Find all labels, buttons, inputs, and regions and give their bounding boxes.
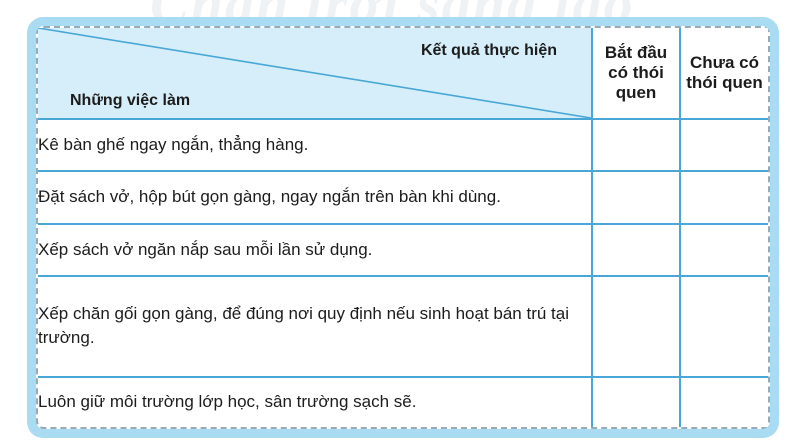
- not-yet-checkbox-cell[interactable]: [680, 377, 768, 427]
- not-yet-checkbox-cell[interactable]: [680, 276, 768, 377]
- table-row: [38, 276, 768, 377]
- table-row: [38, 224, 768, 276]
- not-yet-checkbox-cell[interactable]: [680, 224, 768, 276]
- habit-item: Xếp sách vở ngăn nắp sau mỗi lần sử dụng.: [38, 224, 592, 276]
- table-header-row: [38, 28, 768, 119]
- habit-item: Luôn giữ môi trường lớp học, sân trường sạch sẽ.: [38, 377, 592, 427]
- started-checkbox-cell[interactable]: [592, 119, 680, 171]
- table-row: [38, 377, 768, 427]
- table-frame: [27, 17, 779, 438]
- table-row: [38, 171, 768, 223]
- table-inner-border: [36, 26, 770, 429]
- diagonal-header-cell: [38, 28, 592, 119]
- column-header-not-yet: Chưa có thói quen: [680, 28, 768, 119]
- habit-table: [38, 28, 768, 427]
- habit-item: Kê bàn ghế ngay ngắn, thẳng hàng.: [38, 119, 592, 171]
- column-header-started: Bắt đầu có thói quen: [592, 28, 680, 119]
- header-result-label: Kết quả thực hiện: [420, 42, 557, 59]
- started-checkbox-cell[interactable]: [592, 171, 680, 223]
- not-yet-checkbox-cell[interactable]: [680, 119, 768, 171]
- habit-item: Xếp chăn gối gọn gàng, để đúng nơi quy định nếu sinh hoạt bán trú tại trường.: [38, 276, 592, 377]
- started-checkbox-cell[interactable]: [592, 224, 680, 276]
- habit-item: Đặt sách vở, hộp bút gọn gàng, ngay ngắn trên bàn khi dùng.: [38, 171, 592, 223]
- not-yet-checkbox-cell[interactable]: [680, 171, 768, 223]
- header-actions-label: Những việc làm: [70, 92, 191, 109]
- table-row: [38, 119, 768, 171]
- started-checkbox-cell[interactable]: [592, 276, 680, 377]
- started-checkbox-cell[interactable]: [592, 377, 680, 427]
